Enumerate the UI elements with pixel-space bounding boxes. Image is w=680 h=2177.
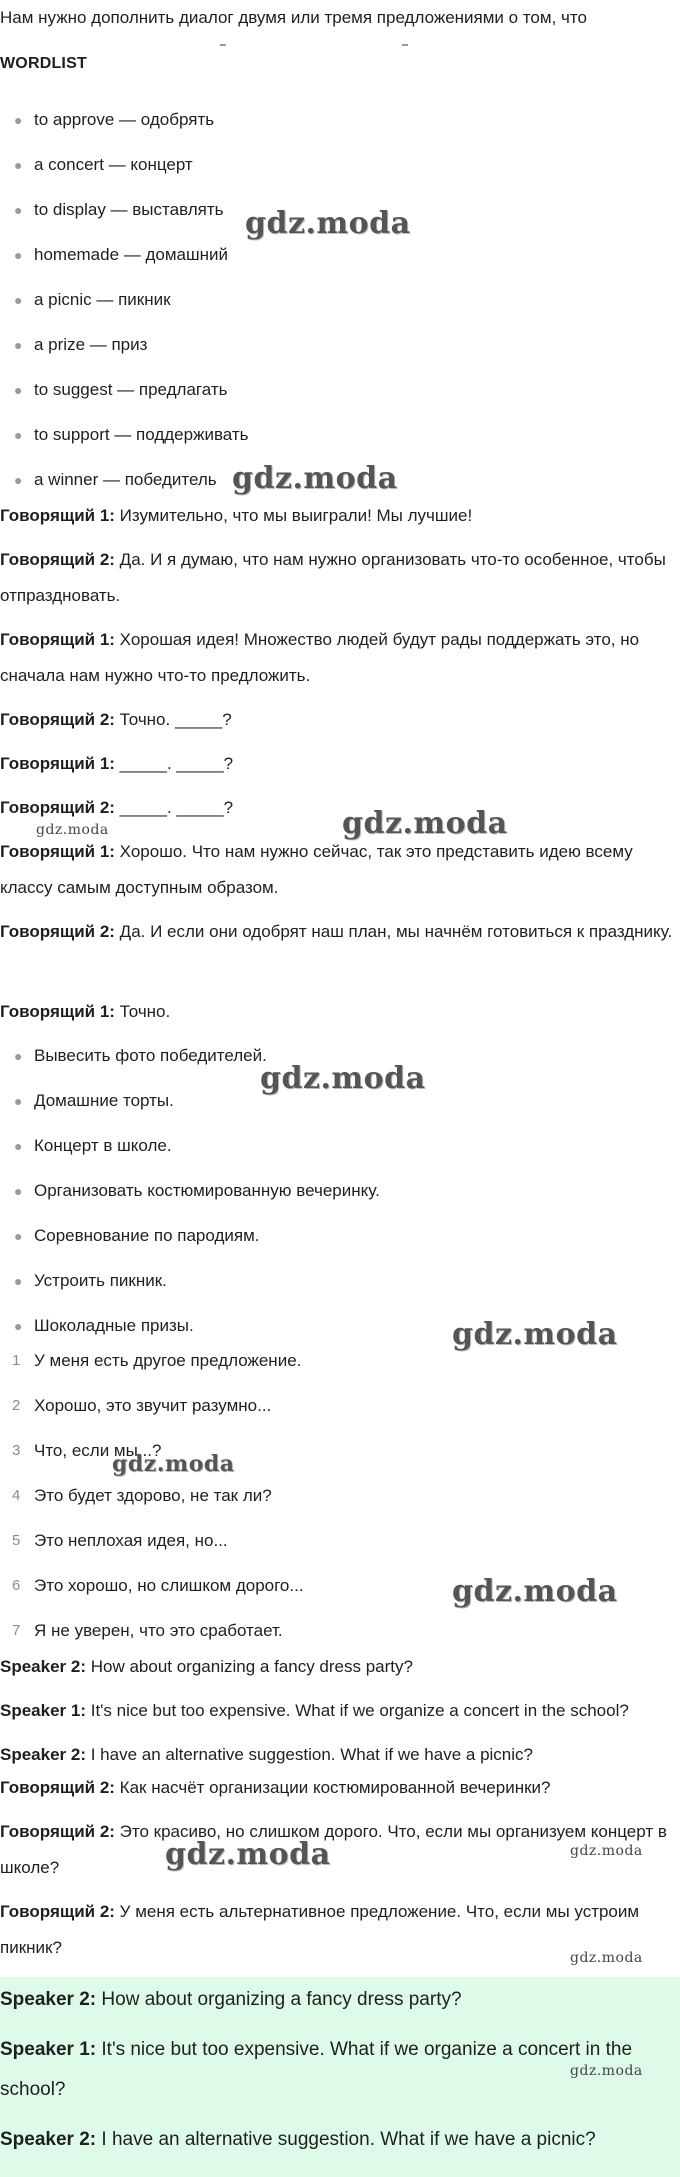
dialogue-line: Говорящий 2: Как насчёт организации костюмированной вечеринки? — [0, 1778, 551, 1797]
watermark-logo: gdz.moda — [452, 1317, 618, 1352]
text-mark — [220, 44, 226, 46]
dialogue-line: Говорящий 1: _____. _____? — [0, 754, 234, 773]
watermark-logo: gdz.moda — [232, 461, 398, 496]
dialogue-line: Speaker 1: It's nice but too expensive. What if we organize a concert in the school? — [0, 1701, 629, 1720]
page: Нам нужно дополнить диалог двумя или тремя предложениями о том, что WORDLIST ● to approve — одобрять ● a concert — концерт ● to display — выставлять ● homemade — домашний ● a picnic — пикник ● a prize — приз ● to suggest — предлагать ● to support — поддерживать ● a winner — победитель Говорящий 1: Изумительно, что мы выиграли! Мы лучшие! Говорящий 2: Да. И я думаю, что нам нужно организовать что-то особенное, чтобы отпраздновать. Говорящий 1: Хорошая идея! Множество людей будут рады поддержать это, но сначала нам нужно что-то предложить. Говорящий 2: Точно. _____? Говорящий 1: _____. _____? Говорящий 2: _____. _____? Говорящий 1: Хорошо. Что нам нужно сейчас, так это представить идею всему классу самым доступным образом. Говорящий 2: Да. И если они одобрят наш план, мы начнём готовиться к празднику. Говорящий 1: Точно. ● Вывесить фото победителей. ● Домашние торты. ● Концерт в школе. ● Организовать костюмированную вечеринку. ● Соревнование по пародиям. ● Устроить пикник. ● Шоколадные призы. 1 У меня есть другое предложение. 2 Хорошо, это звучит разумно... 3 Что, если мы...? 4 Это будет здорово, не так ли? 5 Это неплохая идея, но... 6 Это хорошо, но слишком дорого... 7 Я не уверен, что это сработает. Speaker 2: How about organizing a fancy dress party? Speaker 1: It's nice but too expensive. What if we organize a concert in the school? Speaker 2: I have an alternative suggestion. What if we have a picnic? Говорящий 2: Как насчёт организации костюмированной вечеринки? Говорящий 2: Это красиво, но слишком дорого. Что, если мы организуем концерт в школе? Говорящий 2: У меня есть альтернативное предложение. Что, если мы устроим пикник? Speaker 2: How about organizing a fancy dress party? Speaker 1: It's nice but too expensive. What if we organize a concert in the school? Speaker 2: I have an alternative suggestion. What if we have a picnic? gdz.moda gdz.moda gdz.moda gdz.moda gdz.moda gdz.moda gdz.moda gdz.moda gdz.moda gdz.moda gdz.moda gdz.moda — [0, 0, 680, 2177]
bullet-icon: ● — [14, 112, 23, 128]
dialogue-line: Speaker 2: How about organizing a fancy dress party? — [0, 1989, 462, 2010]
bullet-icon: ● — [14, 1228, 23, 1244]
bullet-icon: ● — [14, 337, 23, 353]
dialogue-line: Speaker 2: I have an alternative suggestion. What if we have a picnic? — [0, 1745, 533, 1764]
bullet-icon: ● — [14, 1273, 23, 1289]
dialogue-line: Говорящий 2: Да. И если они одобрят наш план, мы начнём готовиться к празднику. — [0, 922, 673, 941]
dialogue-line: Speaker 2: I have an alternative suggestion. What if we have a picnic? — [0, 2129, 596, 2150]
watermark-logo: gdz.moda — [452, 1574, 618, 1609]
dialogue-line: Говорящий 2: Это красиво, но слишком дорого. Что, если мы организуем концерт в школе? — [0, 1822, 667, 1877]
bullet-icon: ● — [14, 427, 23, 443]
dialogue-line: Говорящий 1: Хорошо. Что нам нужно сейчас, так это представить идею всему классу самым доступным образом. — [0, 842, 633, 897]
wordlist-heading: WORDLIST — [0, 55, 87, 72]
dialogue-line: Speaker 1: It's nice but too expensive. What if we organize a concert in the school? — [0, 2039, 633, 2100]
dialogue-line: Говорящий 2: У меня есть альтернативное предложение. Что, если мы устроим пикник? — [0, 1902, 640, 1957]
bullet-icon: ● — [14, 1318, 23, 1334]
bullet-icon: ● — [14, 157, 23, 173]
dialogue-line: Говорящий 2: Да. И я думаю, что нам нужно организовать что-то особенное, чтобы отпраздновать. — [0, 550, 666, 605]
watermark-logo: gdz.moda — [570, 2063, 643, 2079]
bullet-icon: ● — [14, 1048, 23, 1064]
watermark-logo: gdz.moda — [36, 822, 109, 838]
bullet-icon: ● — [14, 382, 23, 398]
dialogue-line: Speaker 2: How about organizing a fancy dress party? — [0, 1657, 413, 1676]
text-mark — [402, 44, 408, 46]
bullet-icon: ● — [14, 472, 23, 488]
dialogue-line: Говорящий 2: Точно. _____? — [0, 710, 232, 729]
watermark-logo: gdz.moda — [342, 806, 508, 841]
dialogue-line: Говорящий 1: Изумительно, что мы выиграли! Мы лучшие! — [0, 506, 473, 525]
bullet-icon: ● — [14, 292, 23, 308]
bullet-icon: ● — [14, 1183, 23, 1199]
intro-text: Нам нужно дополнить диалог двумя или тремя предложениями о том, что — [0, 8, 587, 27]
bullet-icon: ● — [14, 1093, 23, 1109]
watermark-logo: gdz.moda — [245, 206, 411, 241]
bullet-icon: ● — [14, 247, 23, 263]
watermark-logo: gdz.moda — [112, 1451, 235, 1477]
dialogue-line: Говорящий 2: _____. _____? — [0, 798, 234, 817]
watermark-logo: gdz.moda — [165, 1837, 331, 1872]
watermark-logo: gdz.moda — [570, 1843, 643, 1859]
dialogue-line: Говорящий 1: Точно. — [0, 1002, 171, 1021]
dialogue-line: Говорящий 1: Хорошая идея! Множество людей будут рады поддержать это, но сначала нам нужно что-то предложить. — [0, 630, 640, 685]
watermark-logo: gdz.moda — [260, 1061, 426, 1096]
bullet-icon: ● — [14, 202, 23, 218]
watermark-logo: gdz.moda — [570, 1950, 643, 1966]
bullet-icon: ● — [14, 1138, 23, 1154]
